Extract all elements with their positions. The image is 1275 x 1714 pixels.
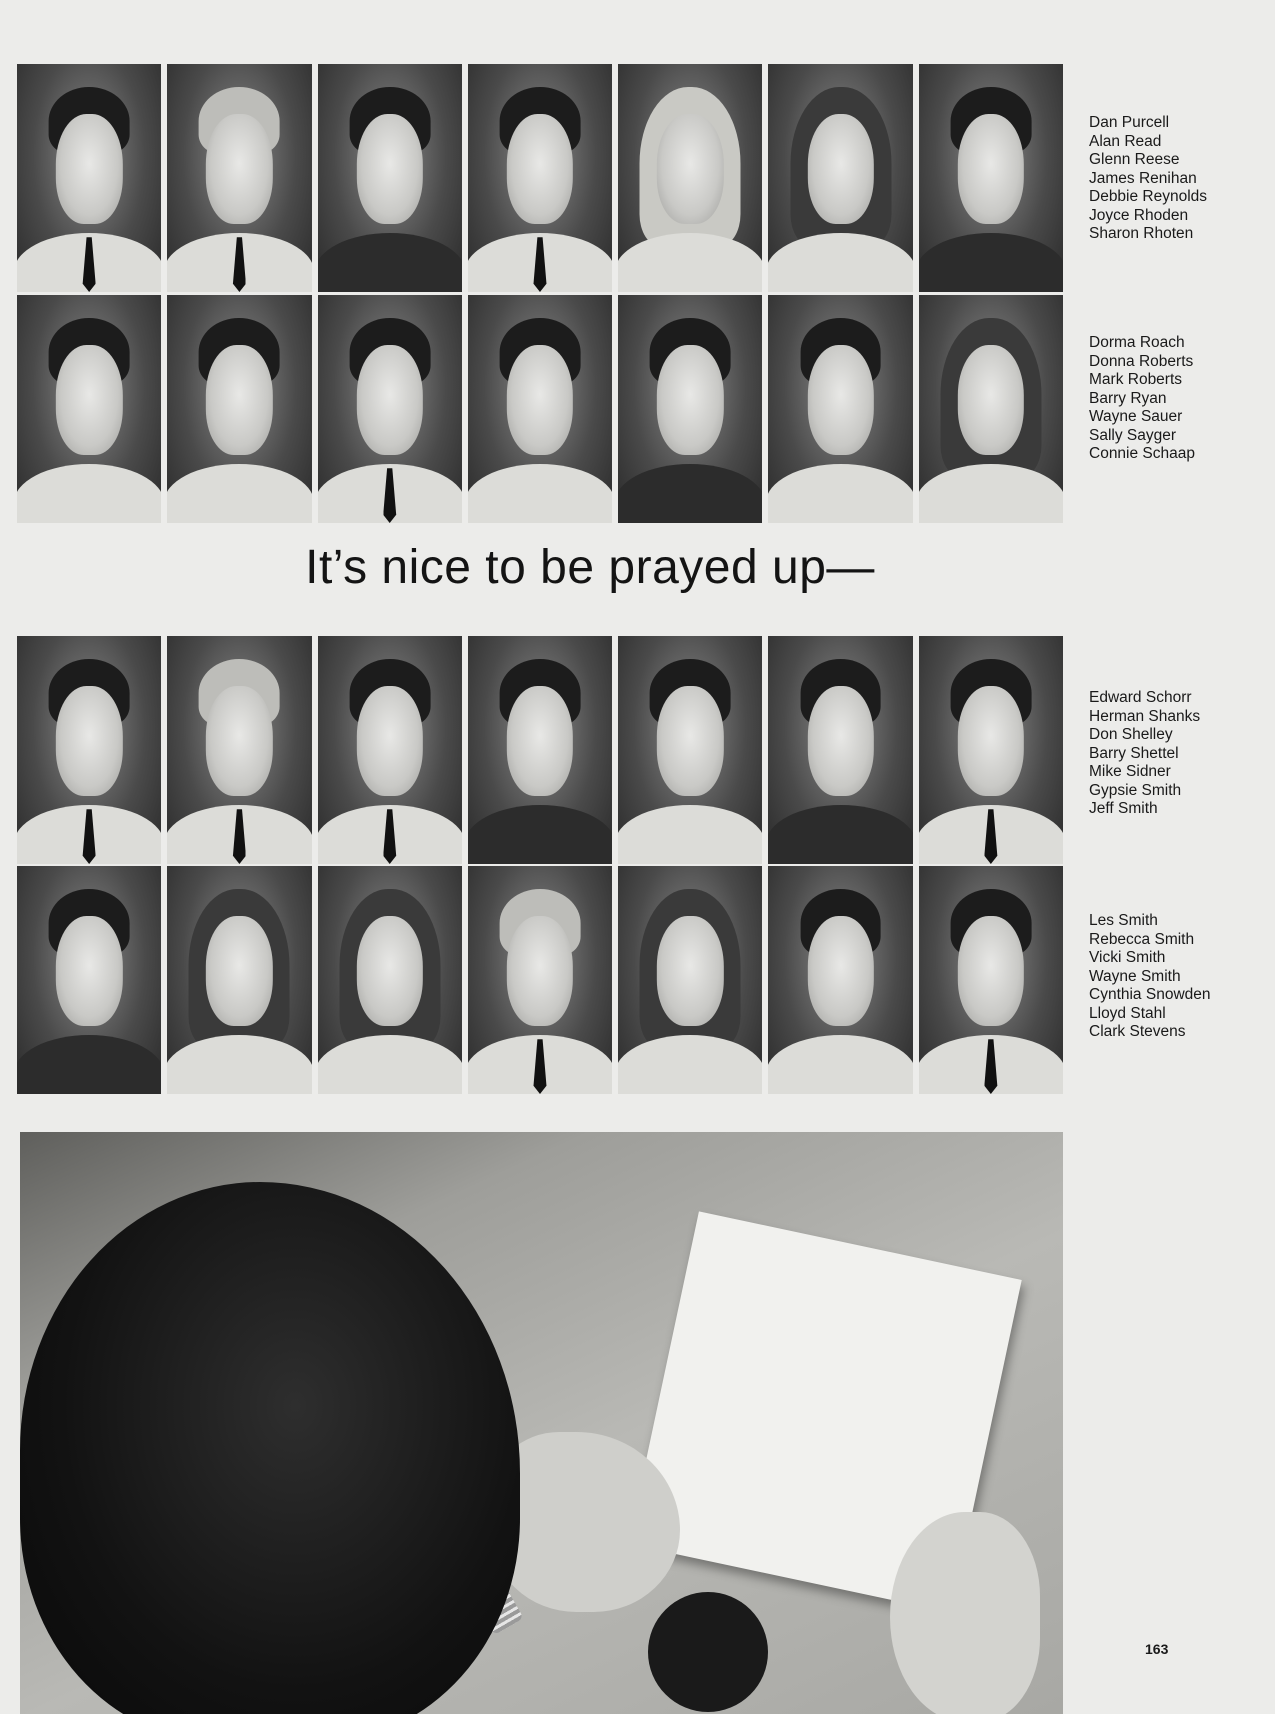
student-name: Sally Sayger — [1089, 426, 1177, 444]
name-list-1 — [1089, 114, 1207, 244]
portrait-row-3 — [17, 636, 1063, 864]
portrait-photo — [468, 636, 612, 864]
portrait-photo — [468, 64, 612, 292]
student-name: Gypsie Smith — [1089, 781, 1182, 799]
portrait-photo — [768, 64, 912, 292]
student-name: Connie Schaap — [1089, 445, 1195, 462]
portrait-photo — [618, 64, 762, 292]
portrait-photo — [618, 295, 762, 523]
student-name: James Renihan — [1089, 169, 1197, 187]
portrait-photo — [618, 636, 762, 864]
page-headline: It’s nice to be prayed up— — [305, 541, 875, 594]
portrait-photo — [167, 866, 311, 1094]
portrait-photo — [768, 866, 912, 1094]
person-head — [20, 1182, 520, 1714]
student-name: Jeff Smith — [1089, 800, 1158, 817]
name-list-2 — [1089, 334, 1195, 464]
portrait-photo — [17, 866, 161, 1094]
name-list-3 — [1089, 689, 1200, 819]
student-name: Edward Schorr — [1089, 689, 1192, 706]
student-name: Dorma Roach — [1089, 334, 1185, 351]
student-name: Glenn Reese — [1089, 151, 1180, 168]
student-name: Dan Purcell — [1089, 114, 1170, 131]
portrait-photo — [318, 64, 462, 292]
portrait-photo — [468, 295, 612, 523]
portrait-photo — [17, 636, 161, 864]
portrait-photo — [167, 64, 311, 292]
student-name: Joyce Rhoden — [1089, 206, 1189, 224]
portrait-photo — [919, 866, 1063, 1094]
student-name: Don Shelley — [1089, 726, 1173, 743]
portrait-photo — [167, 295, 311, 523]
student-name: Sharon Rhoten — [1089, 225, 1194, 242]
portrait-photo — [919, 64, 1063, 292]
student-name: Les Smith — [1089, 912, 1158, 929]
student-name: Clark Stevens — [1089, 1023, 1186, 1040]
student-name: Mike Sidner — [1089, 763, 1171, 780]
student-name: Herman Shanks — [1089, 707, 1201, 725]
student-name: Donna Roberts — [1089, 352, 1194, 370]
portrait-photo — [318, 866, 462, 1094]
student-name: Lloyd Stahl — [1089, 1004, 1166, 1022]
hand — [890, 1512, 1040, 1714]
portrait-photo — [919, 636, 1063, 864]
student-name: Alan Read — [1089, 132, 1162, 150]
portrait-photo — [318, 295, 462, 523]
student-name: Wayne Smith — [1089, 967, 1181, 985]
student-name: Vicki Smith — [1089, 949, 1166, 966]
portrait-row-1 — [17, 64, 1063, 292]
portrait-photo — [618, 866, 762, 1094]
student-name: Barry Ryan — [1089, 389, 1167, 407]
student-name: Barry Shettel — [1089, 744, 1179, 762]
portrait-photo — [468, 866, 612, 1094]
student-name: Debbie Reynolds — [1089, 188, 1208, 205]
portrait-photo — [768, 636, 912, 864]
student-name: Cynthia Snowden — [1089, 986, 1211, 1003]
portrait-row-4 — [17, 866, 1063, 1094]
portrait-photo — [17, 295, 161, 523]
portrait-photo — [919, 295, 1063, 523]
portrait-photo — [768, 295, 912, 523]
student-name: Mark Roberts — [1089, 371, 1183, 388]
shoe — [648, 1592, 768, 1712]
portrait-row-2 — [17, 295, 1063, 523]
page-number: 163 — [1145, 1641, 1169, 1657]
student-name: Rebecca Smith — [1089, 930, 1195, 948]
name-list-4 — [1089, 912, 1211, 1042]
portrait-photo — [17, 64, 161, 292]
portrait-photo — [318, 636, 462, 864]
student-name: Wayne Sauer — [1089, 408, 1183, 425]
candid-photo — [20, 1132, 1063, 1714]
portrait-photo — [167, 636, 311, 864]
